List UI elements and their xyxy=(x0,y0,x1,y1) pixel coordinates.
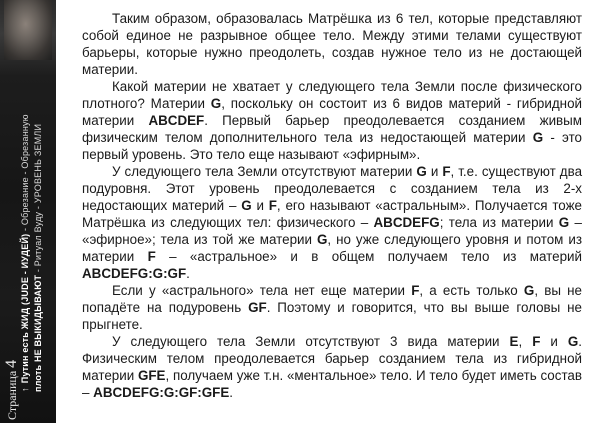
sidebar-line-1-rest: - Обрезание - Обрезанную xyxy=(20,114,30,234)
sidebar-text xyxy=(0,0,56,423)
paragraph-2: Какой материи не хватает у следующего тела Земли после физического плотного? Материи G, поскольку он состоит из 6 видов материй - гибридной материи ABCDEF. Первый барьер преодолевается созданием живым физическим телом дополнительного тела из недостающей материи G - это первый уровень. Это тело еще называют «эфирным». xyxy=(82,79,582,162)
paragraph-5: У следующего тела Земли отсутствуют 3 вида материи E, F и G. Физическим телом преодолевается барьер созданием тела из гибридной материи GFE, получаем уже т.н. «ментальное» тело. И тело будет иметь состав – ABCDEFG:G:GF:GFE. xyxy=(82,334,582,400)
arrow-icon: ↑ xyxy=(20,387,30,392)
page-indicator xyxy=(3,360,21,420)
sidebar-line-2-rest: - Ритуал Вуду - УРОВЕНЬ ЗЕМЛИ xyxy=(33,123,43,275)
sidebar-line-2-bold: плоть НЕ ВЫКИДЫВАЮТ xyxy=(33,274,43,392)
paragraph-3: У следующего тела Земли отсутствуют материи G и F, т.е. существуют два подуровня. Этот уровень преодолевается с созданием тела из 2-х недостающих материй – G и F, его называют «астральным». Получается тоже Матрёшка из следующих тел: физического – ABCDEFG; тела из материи G – «эфирное»; тела из той же материи G, но уже следующего уровня и потом из материи F – «астральное» и в общем получаем тело из материй ABCDEFG:G:GF. xyxy=(82,164,583,281)
page-label: Страница xyxy=(5,370,19,420)
sidebar-line-1 xyxy=(20,114,30,392)
sidebar-strip xyxy=(0,0,56,423)
sidebar-line-1-bold: Путин есть ЖИД (JUDE - ИУДЕЙ) xyxy=(20,233,30,384)
page-number: 4 xyxy=(3,359,20,368)
paragraph-4: Если у «астрального» тела нет еще материи F, а есть только G, вы не попадёте на подуровень GF. Поэтому и говорится, что вы выше головы не прыгнете. xyxy=(82,283,583,332)
paragraph-1: Таким образом, образовалась Матрёшка из 6 тел, которые представляют собой единое не разрывное общее тело. Между этими телами существуют барьеры, которые нужно преодолеть, создав нужное тело из не достающей материи. xyxy=(82,11,582,77)
document-body xyxy=(82,10,582,401)
sidebar-line-2 xyxy=(33,124,43,392)
